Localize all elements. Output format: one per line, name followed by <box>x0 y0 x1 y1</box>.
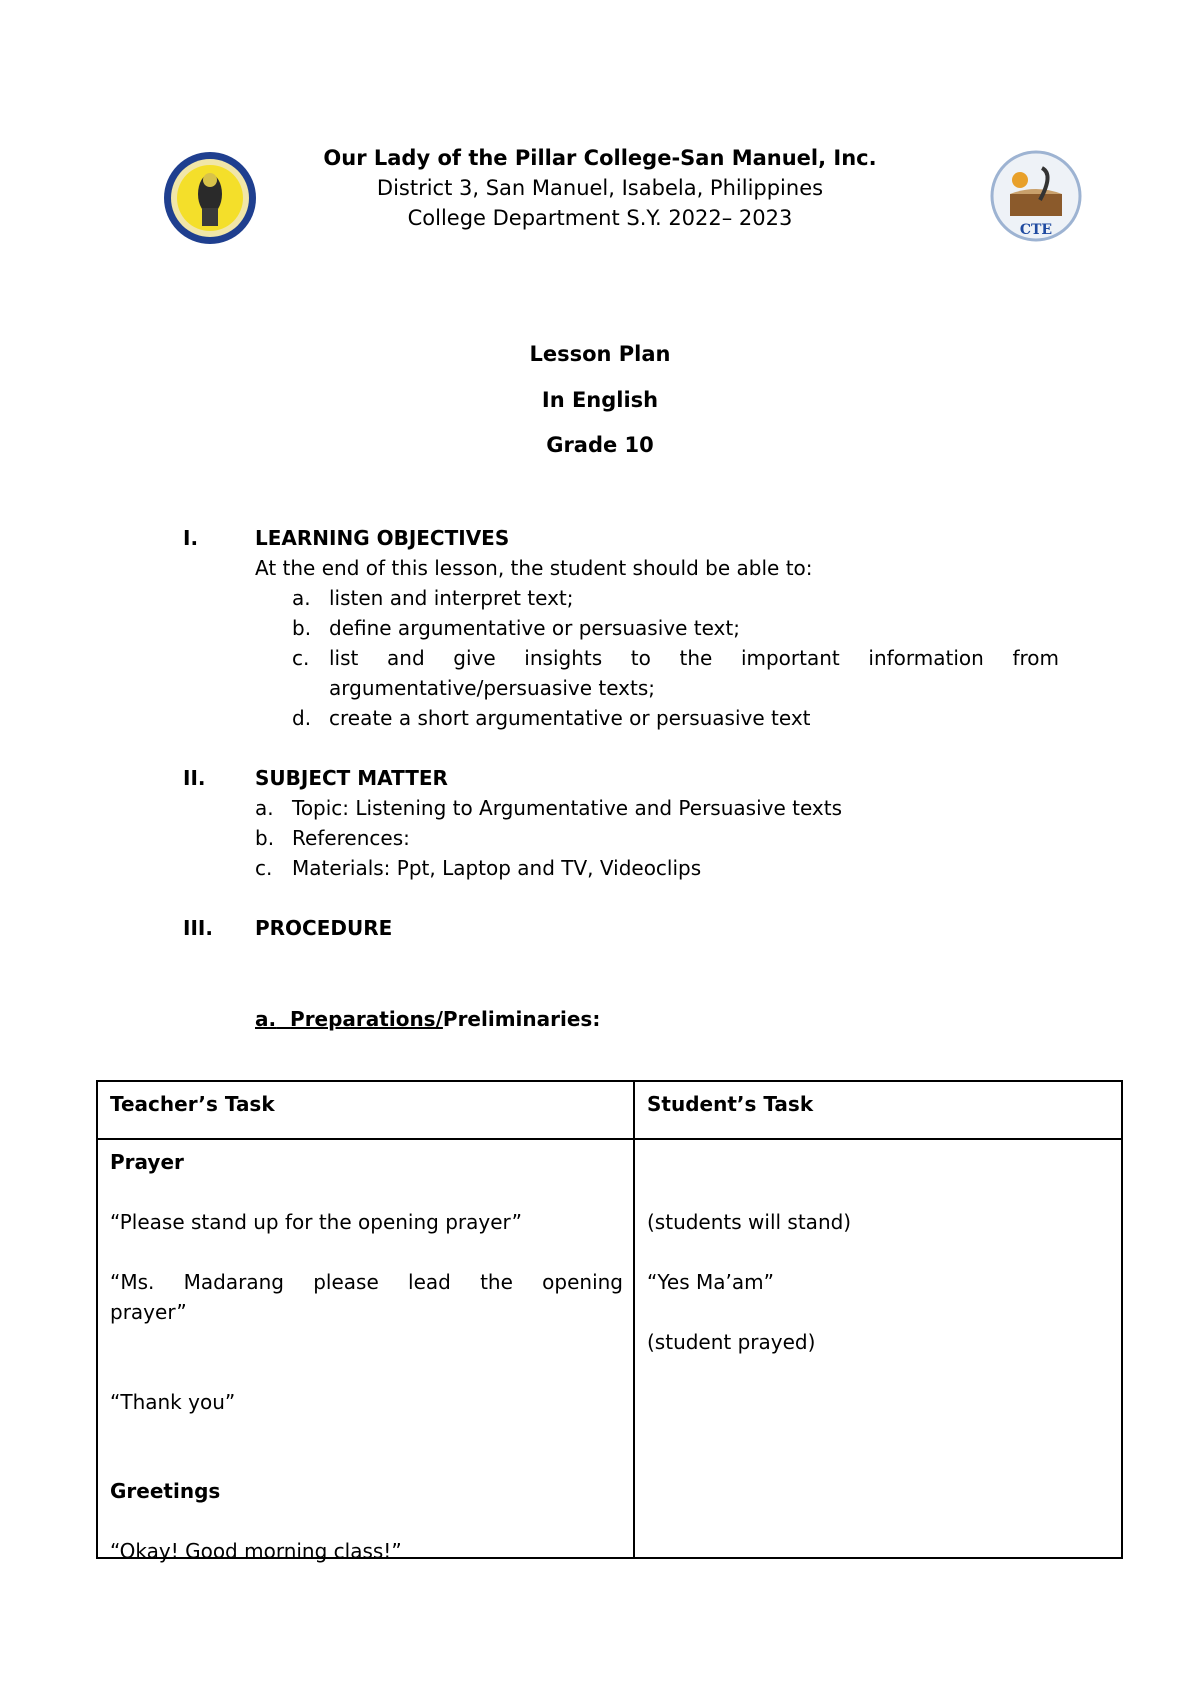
teacher-line-stand: “Please stand up for the opening prayer” <box>110 1210 522 1234</box>
procedure-sub-rest: Preliminaries: <box>442 1007 601 1031</box>
objective-b-text: define argumentative or persuasive text; <box>329 616 740 640</box>
objective-c-text: list and give insights to the important information from <box>329 646 1059 670</box>
subject-c-letter: c. <box>255 856 273 880</box>
section-1-heading: LEARNING OBJECTIVES <box>255 526 510 550</box>
procedure-sub-letter: a. <box>255 1007 277 1031</box>
student-task-header-cell <box>634 1081 1122 1139</box>
task-table <box>96 1080 1123 1563</box>
school-department: College Department S.Y. 2022– 2023 <box>407 206 793 230</box>
teacher-line-thanks: “Thank you” <box>110 1390 236 1414</box>
procedure-subheading <box>255 1007 600 1031</box>
subject-b-text: References: <box>292 826 410 850</box>
student-line-prayed: (student prayed) <box>647 1330 816 1354</box>
objective-b-letter: b. <box>292 616 312 640</box>
objective-d-text: create a short argumentative or persuasive text <box>329 706 811 730</box>
section-3-heading: PROCEDURE <box>255 916 393 940</box>
cte-logo-text: CTE <box>1019 222 1053 238</box>
objective-c-letter: c. <box>292 646 310 670</box>
student-line-stand: (students will stand) <box>647 1210 852 1234</box>
greetings-heading: Greetings <box>110 1479 221 1503</box>
section-2-numeral: II. <box>183 766 206 790</box>
teacher-task-header-cell <box>97 1081 634 1139</box>
grade-title: Grade 10 <box>546 433 654 457</box>
prayer-heading: Prayer <box>110 1150 184 1174</box>
objective-d-letter: d. <box>292 706 312 730</box>
school-name: Our Lady of the Pillar College-San Manuel, Inc. <box>323 146 877 170</box>
student-line-yes: “Yes Ma’am” <box>647 1270 774 1294</box>
objective-c-text-continued: argumentative/persuasive texts; <box>329 676 656 700</box>
subject-b-letter: b. <box>255 826 275 850</box>
procedure-sub-underlined: Preparations/ <box>290 1007 443 1031</box>
section-3-numeral: III. <box>183 916 213 940</box>
teacher-task-header: Teacher’s Task <box>110 1092 275 1116</box>
section-2-heading: SUBJECT MATTER <box>255 766 448 790</box>
objectives-intro: At the end of this lesson, the student should be able to: <box>255 556 813 580</box>
teacher-line-lead: “Ms. Madarang please lead the opening <box>110 1270 623 1294</box>
section-1-numeral: I. <box>183 526 199 550</box>
subject-c-text: Materials: Ppt, Laptop and TV, Videoclips <box>292 856 702 880</box>
student-task-cell <box>634 1139 1122 1558</box>
school-address: District 3, San Manuel, Isabela, Philippines <box>376 176 824 200</box>
objective-a-text: listen and interpret text; <box>329 586 574 610</box>
objective-a-letter: a. <box>292 586 311 610</box>
subject-title: In English <box>541 388 659 412</box>
teacher-task-cell <box>97 1139 634 1563</box>
teacher-line-lead-continued: prayer” <box>110 1300 187 1324</box>
student-task-header: Student’s Task <box>647 1092 814 1116</box>
subject-a-letter: a. <box>255 796 274 820</box>
teacher-line-greeting: “Okay! Good morning class!” <box>110 1539 402 1563</box>
subject-a-text: Topic: Listening to Argumentative and Persuasive texts <box>292 796 843 820</box>
lesson-plan-title: Lesson Plan <box>529 342 671 366</box>
